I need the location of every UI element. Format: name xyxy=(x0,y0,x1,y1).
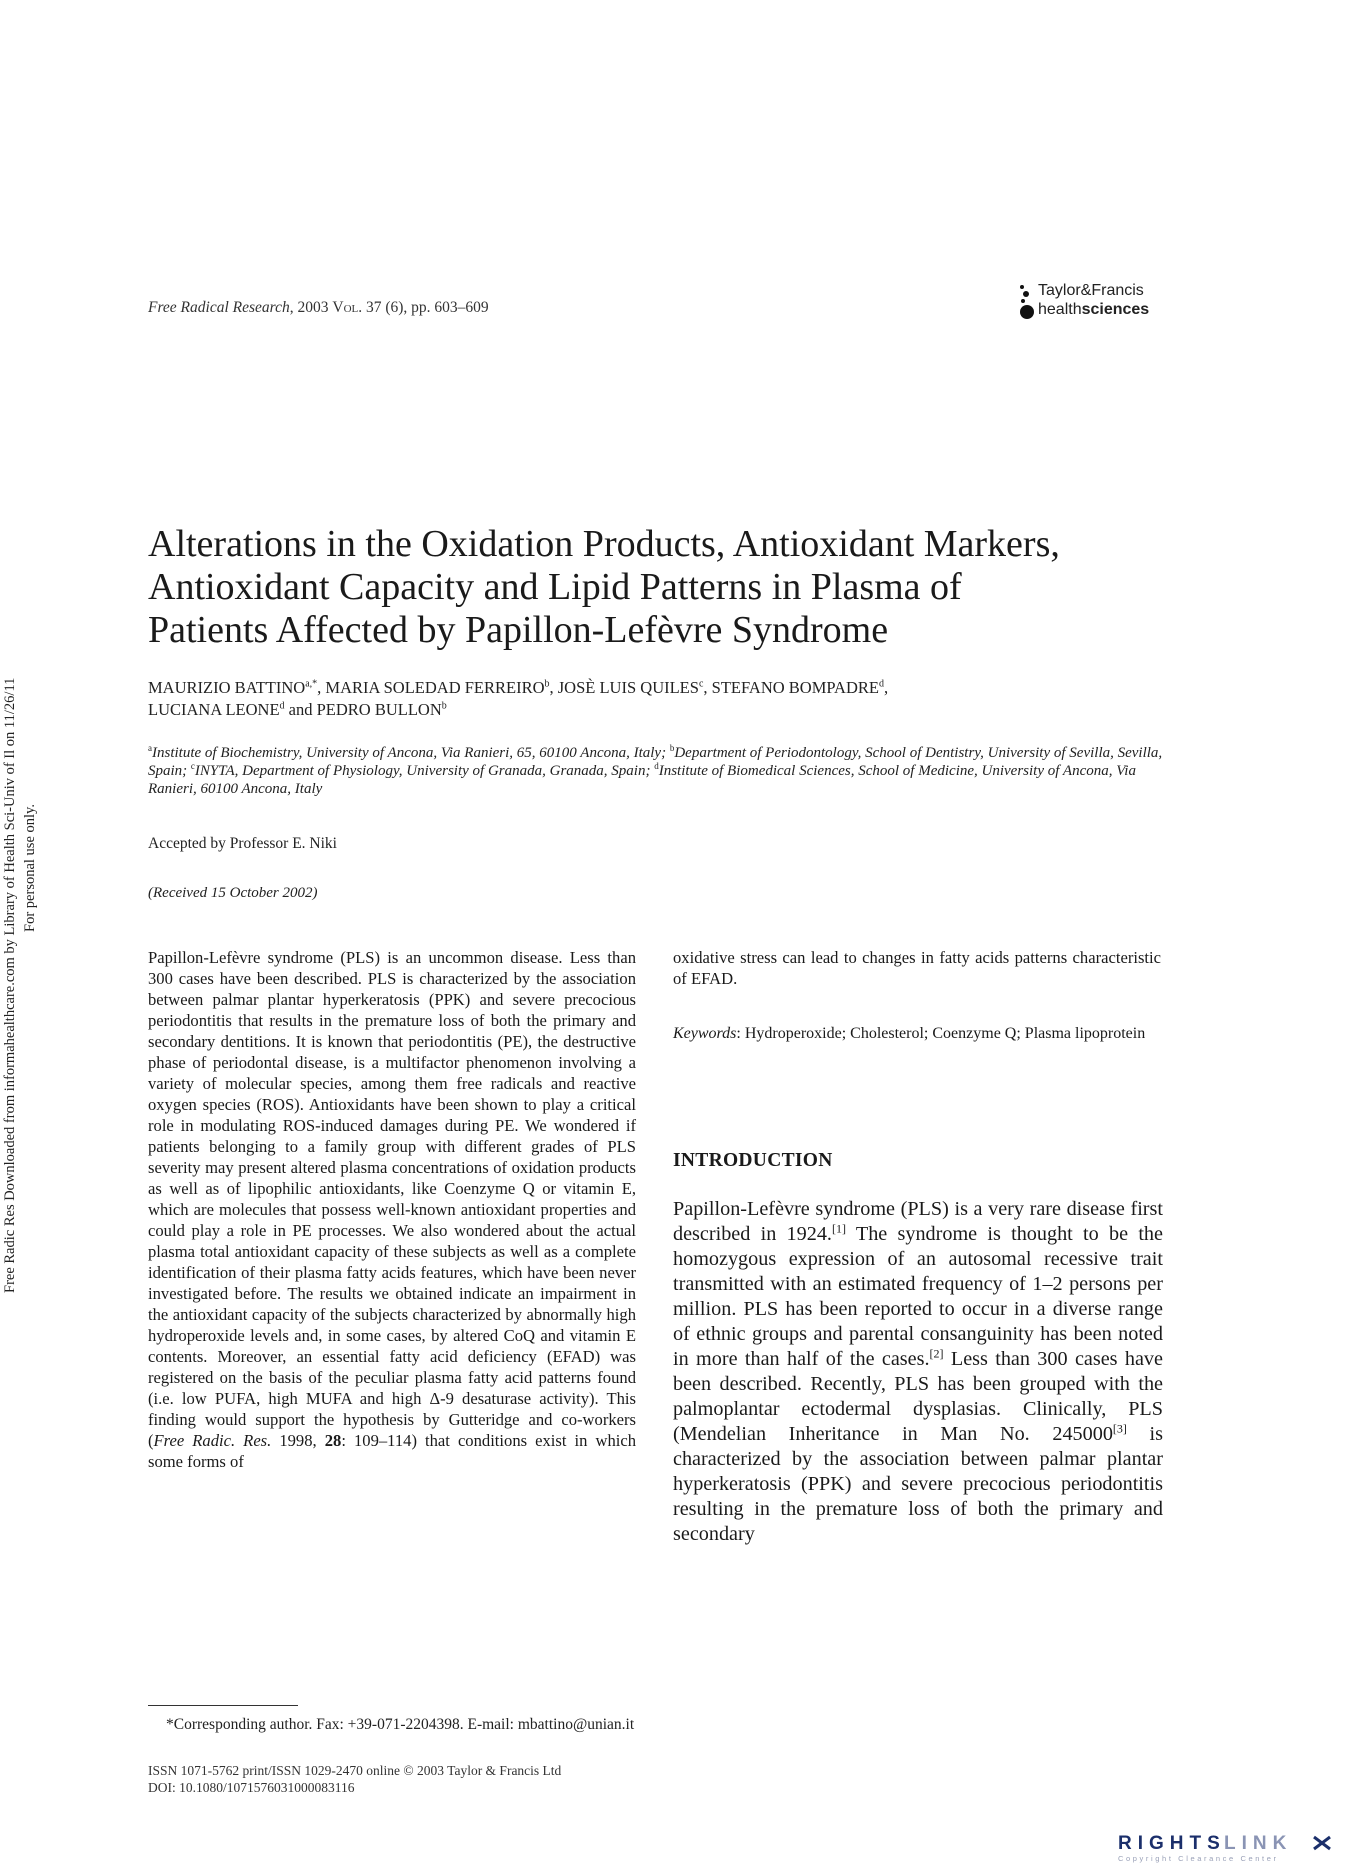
author-affil-mark: a,* xyxy=(305,678,318,690)
title-line-1: Alterations in the Oxidation Products, Antioxidant Markers, xyxy=(148,523,1060,565)
download-side-note xyxy=(0,598,44,1298)
author-affil-mark: b xyxy=(544,678,550,690)
intro-text: The syndrome is thought to be the homozygous expression of an autosomal recessive trait transmitted with an estimated frequency of 1–2 persons per million. PLS has been reported to occur in a diverse range of ethnic groups and parental consanguinity has been noted in more than half of the cases. xyxy=(673,1223,1163,1370)
article-title xyxy=(148,523,1188,652)
citation-ref[interactable]: [2] xyxy=(929,1346,944,1361)
author-name: , MARIA SOLEDAD FERREIRO xyxy=(317,678,545,697)
author-affil-mark: b xyxy=(441,700,447,712)
affil-text: Department of Periodontology, School of Dentistry, University of Sevilla, Sevilla, Spain; xyxy=(148,745,1163,779)
received-date: (Received 15 October 2002) xyxy=(148,885,318,901)
author-name: and PEDRO BULLON xyxy=(284,700,442,719)
author-affil-mark: d xyxy=(279,700,285,712)
rightslink-part1: RIGHTS xyxy=(1118,1833,1226,1854)
author-name: , STEFANO BOMPADRE xyxy=(703,678,879,697)
issn-line: ISSN 1071-5762 print/ISSN 1029-2470 online © 2003 Taylor & Francis Ltd xyxy=(148,1763,562,1778)
accepted-by: Accepted by Professor E. Niki xyxy=(148,835,337,852)
affil-text: INYTA, Department of Physiology, University of Granada, Granada, Spain; xyxy=(194,763,655,779)
logo-dots-icon xyxy=(1016,284,1038,320)
keywords-list: : Hydroperoxide; Cholesterol; Coenzyme Q; Plasma lipoprotein xyxy=(736,1025,1146,1042)
affiliations xyxy=(148,744,1170,798)
section-heading-introduction: INTRODUCTION xyxy=(673,1150,833,1171)
affil-mark: b xyxy=(669,743,675,753)
publisher-name: Taylor&Francis xyxy=(1038,282,1144,299)
title-line-2: Antioxidant Capacity and Lipid Patterns in Plasma of xyxy=(148,566,962,608)
side-note-line1: Free Radic Res Downloaded from informahealthcare.com by Library of Health Sci-Univ of Il on 11/26/11 xyxy=(2,677,18,1293)
rightslink-part2: LINK xyxy=(1224,1833,1293,1854)
affil-text: Institute of Biochemistry, University of Ancona, Via Ranieri, 65, 60100 Ancona, Italy; xyxy=(152,745,670,761)
intro-text: is characterized by the association between palmar plantar hyperkeratosis (PPK) and severe precocious periodontitis resulting in the premature loss of both the primary and secondary xyxy=(673,1423,1164,1545)
author-affil-mark: d xyxy=(878,678,884,690)
volume-label: Vol. xyxy=(332,299,363,316)
affil-mark: a xyxy=(148,743,152,753)
abstract-text-end: : 109–114) that conditions exist in which some forms of xyxy=(148,1431,637,1471)
rightslink-subtitle: Copyright Clearance Center xyxy=(1118,1854,1279,1863)
author-separator: , xyxy=(883,678,889,697)
running-head xyxy=(148,299,489,317)
citation-ref[interactable]: [3] xyxy=(1112,1421,1127,1436)
volume-details: 37 (6), pp. 603–609 xyxy=(362,299,489,316)
title-line-3: Patients Affected by Papillon-Lefèvre Syndrome xyxy=(148,609,889,651)
publisher-logo xyxy=(1016,282,1168,322)
abstract-text: Papillon-Lefèvre syndrome (PLS) is an uncommon disease. Less than 300 cases have been described. PLS is characterized by the association between palmar plantar hyperkeratosis (PPK) and severe precocious periodontitis that results in the premature loss of both the primary and secondary dentitions. It is known that periodontitis (PE), the destructive phase of periodontal disease, is a multifactor phenomenon involving a variety of molecular species, among them free radicals and reactive oxygen species (ROS). Antioxidants have been shown to play a critical role in modulating ROS-induced damages during PE. We wondered if patients belonging to a family group with different grades of PLS severity may present altered plasma concentrations of oxidation products as well as of lipophilic antioxidants, like Coenzyme Q or vitamin E, which are molecules that possess well-known antioxidant properties and could play a role in PE processes. We also wondered about the actual plasma total antioxidant capacity of these subjects as well as a complete identification of their plasma fatty acids features, which have been never investigated before. The results we obtained indicate an impairment in the antioxidant capacity of the subjects characterized by abnormally high hydroperoxide levels and, in some cases, by altered CoQ and vitamin E contents. Moreover, an essential fatty acid deficiency (EFAD) was registered on the basis of the peculiar plasma fatty acid patterns found (i.e. low PUFA, high MUFA and high Δ-9 desaturase activity). This finding would support the hypothesis by Gutteridge and co-workers ( xyxy=(148,948,636,1450)
author-name: , JOSÈ LUIS QUILES xyxy=(549,678,699,697)
affil-mark: c xyxy=(190,761,195,771)
author-list xyxy=(148,677,1188,721)
abstract-ref-journal: Free Radic. Res. xyxy=(153,1431,272,1450)
author-affil-mark: c xyxy=(698,678,704,690)
affil-text: Institute of Biomedical Sciences, School of Medicine, University of Ancona, Via Ranieri, 60100 Ancona, Italy xyxy=(148,763,1136,797)
keywords xyxy=(673,1024,1161,1044)
publisher-division xyxy=(1038,301,1149,319)
abstract-continuation: oxidative stress can lead to changes in fatty acids patterns characteristic of EFAD. xyxy=(673,948,1161,988)
intro-text: Less than 300 cases have been described. Recently, PLS has been grouped with the palmoplantar ectodermal dysplasias. Clinically, PLS (Mendelian Inheritance in Man No. 245000 xyxy=(673,1348,1163,1445)
corresponding-author-footnote: *Corresponding author. Fax: +39-071-2204398. E-mail: mbattino@unian.it xyxy=(166,1716,635,1733)
publisher-division-a: health xyxy=(1038,301,1082,318)
citation-year: , 2003 xyxy=(289,299,333,316)
citation-ref[interactable]: [1] xyxy=(831,1221,846,1236)
introduction-body xyxy=(673,1197,1163,1547)
intro-text: Papillon-Lefèvre syndrome (PLS) is a very rare disease first described in 1924. xyxy=(673,1198,1163,1245)
author-name: MAURIZIO BATTINO xyxy=(148,678,306,697)
abstract-ref-year: 1998, xyxy=(271,1431,325,1450)
rightslink-logo[interactable] xyxy=(1118,1829,1354,1865)
side-note-line2: For personal use only. xyxy=(22,804,38,932)
doi-line: DOI: 10.1080/1071576031000083116 xyxy=(148,1780,355,1795)
publisher-division-b: sciences xyxy=(1081,301,1150,318)
journal-name: Free Radical Research xyxy=(148,299,290,316)
affil-mark: d xyxy=(654,761,659,771)
abstract-ref-volume: 28 xyxy=(324,1431,342,1450)
abstract xyxy=(148,947,636,1472)
keywords-label: Keywords xyxy=(673,1025,737,1042)
issn-doi-block xyxy=(148,1762,561,1796)
author-name: LUCIANA LEONE xyxy=(148,700,280,719)
footnote-rule xyxy=(148,1705,298,1706)
